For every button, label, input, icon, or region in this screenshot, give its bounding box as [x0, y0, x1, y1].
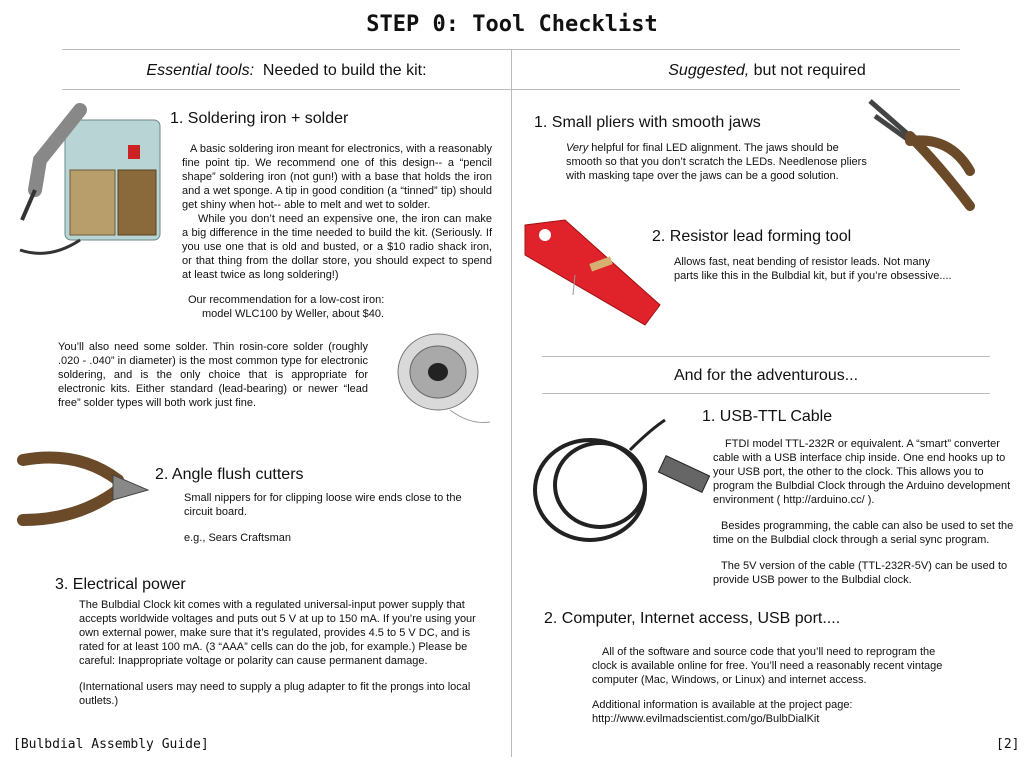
soldering-text-1: A basic soldering iron meant for electronics, with a reasonably fine point tip. We recommend one of this design-- a “pencil shape” soldering iron (not gun!) with a base that holds the iron and a wet sponge. A tip in good condition (a “tinned” tip) should get shiny when hot-- able to melt and wet to solder.	[182, 143, 492, 211]
small-pliers-image	[870, 96, 975, 211]
soldering-iron-image	[10, 100, 165, 270]
heading-computer: 2. Computer, Internet access, USB port....	[544, 610, 841, 627]
adventurous-heading: And for the adventurous...	[673, 367, 859, 384]
resistor-paragraph	[674, 255, 954, 283]
power-paragraph-1	[79, 598, 479, 668]
heading-power: 3. Electrical power	[55, 576, 186, 593]
left-header-rest: Needed to build the kit:	[262, 62, 427, 79]
pliers-paragraph	[566, 141, 876, 183]
left-column-header	[62, 62, 511, 80]
soldering-paragraph-2	[182, 212, 492, 282]
solder-paragraph	[58, 340, 368, 410]
power-text-2: (International users may need to supply a plug adapter to fit the prongs into local outlets.)	[79, 681, 471, 707]
computer-text-1: All of the software and source code that you’ll need to reprogram the clock is available online for free. You’ll need a reasonably recent vintage computer (Mac, Windows, or Linux) and internet access.	[592, 646, 943, 686]
usb-text-2: Besides programming, the cable can also be used to set the time on the Bulbdial clock through a serial sync program.	[713, 520, 1014, 546]
right-header-rest: but not required	[753, 62, 866, 79]
usb-paragraph-3	[713, 559, 1018, 587]
footer-guide-title: [Bulbdial Assembly Guide]	[13, 737, 209, 752]
flush-cutters-image	[18, 440, 153, 535]
resistor-forming-tool-image	[505, 215, 665, 330]
recommendation	[188, 293, 488, 321]
heading-soldering: 1. Soldering iron + solder	[170, 110, 349, 127]
adventurous-divider-bottom	[542, 393, 990, 394]
header-divider	[62, 89, 960, 90]
resistor-text: Allows fast, neat bending of resistor leads. Not many parts like this in the Bulbdial kit, but if you’re obsessive....	[674, 256, 952, 282]
cutters-paragraph-1	[184, 491, 474, 519]
heading-pliers: 1. Small pliers with smooth jaws	[534, 114, 761, 131]
solder-spool-image	[390, 330, 490, 430]
usb-cable-image	[520, 410, 710, 560]
footer-page-number: [2]	[996, 737, 1020, 752]
pliers-text: helpful for final LED alignment. The jaws should be smooth so that you don’t scratch the LEDs. Needlenose pliers with masking tape over the jaws can be a good solution.	[566, 142, 867, 182]
adventurous-divider-top	[542, 356, 990, 357]
cutters-text-1: Small nippers for for clipping loose wire ends close to the circuit board.	[184, 492, 462, 518]
recommendation-line-1: Our recommendation for a low-cost iron:	[188, 294, 385, 306]
heading-resistor: 2. Resistor lead forming tool	[652, 228, 852, 245]
usb-paragraph-2	[713, 519, 1018, 547]
left-header-italic: Essential tools:	[146, 62, 255, 79]
cutters-paragraph-2: e.g., Sears Craftsman	[184, 532, 291, 544]
page-title: STEP 0: Tool Checklist	[366, 12, 658, 37]
column-divider	[511, 49, 512, 757]
power-text-1: The Bulbdial Clock kit comes with a regulated universal-input power supply that accepts worldwide voltages and puts out 5 V at up to 150 mA. If you’re using your own external power, make sure that it’s regulated, provides 4.5 to 5 V DC, and is rated for at least 100 mA. (3 “AAA” cells can do the job, for example.) Please be careful: Inappropriate voltage or polarity can cause permanent damage.	[79, 599, 476, 667]
soldering-paragraph-1	[182, 142, 492, 212]
heading-cutters: 2. Angle flush cutters	[155, 466, 304, 483]
right-header-italic: Suggested,	[668, 62, 750, 79]
usb-paragraph-1	[713, 437, 1018, 507]
computer-paragraph-1	[592, 645, 947, 687]
soldering-text-2: While you don’t need an expensive one, the iron can make a big difference in the time needed to build the kit. (Seriously. If you use one that is old and busted, or a $10 radio shack iron, or that thing from the dollar store, you should expect to spend at least twice as long soldering!)	[182, 213, 492, 281]
solder-text: You’ll also need some solder. Thin rosin-core solder (roughly .020 - .040” in diameter) is the most common type for electronic soldering, and is the only choice that is appropriate for electronic kits. Either standard (lead-bearing) or newer “lead free” solder types will both work just fine.	[58, 341, 368, 409]
pliers-italic: Very	[566, 142, 589, 154]
usb-text-1: FTDI model TTL-232R or equivalent. A “smart” converter cable with a USB interface chip inside. One end hooks up to your USB port, the other to the clock. This allows you to program the Bulbdial Clock through the Arduino development environment ( http://arduino.cc/ ).	[713, 438, 1011, 506]
recommendation-line-2: model WLC100 by Weller, about $40.	[202, 308, 385, 320]
computer-paragraph-2: Additional information is available at the project page:	[592, 699, 853, 711]
usb-text-3: The 5V version of the cable (TTL-232R-5V) can be used to provide USB power to the Bulbdial clock.	[713, 560, 1008, 586]
power-paragraph-2	[79, 680, 479, 708]
project-url: http://www.evilmadscientist.com/go/BulbDialKit	[592, 713, 820, 725]
heading-usb: 1. USB-TTL Cable	[702, 408, 833, 425]
right-column-header	[512, 62, 1022, 80]
